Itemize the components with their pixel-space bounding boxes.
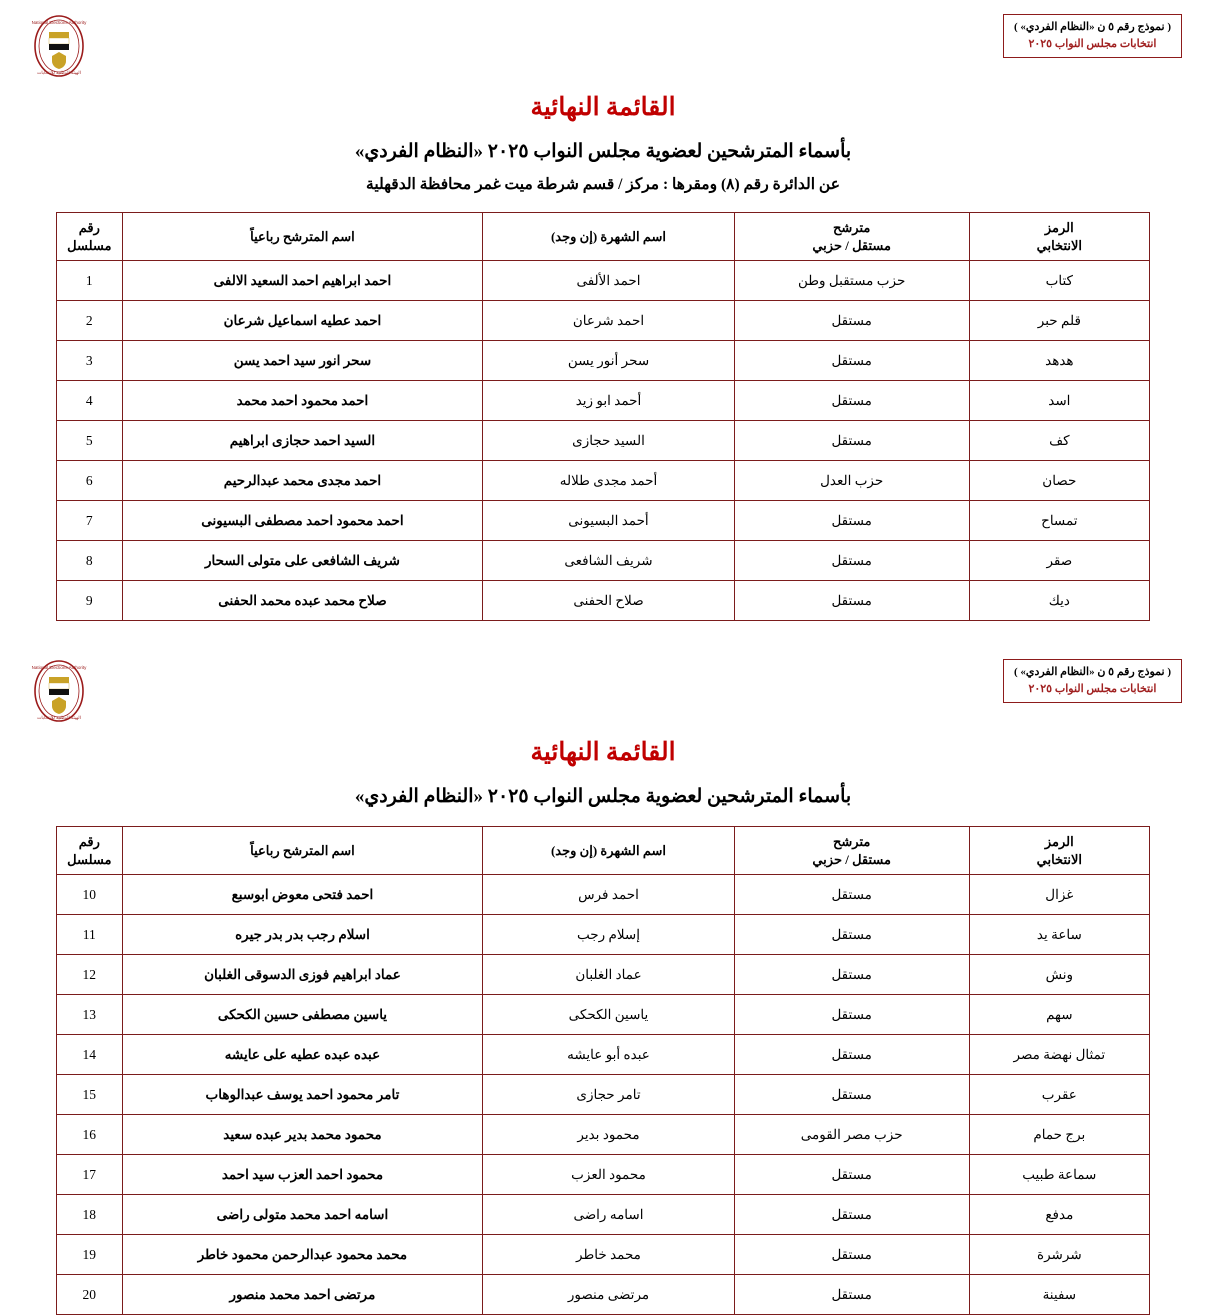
cell-name: احمد مجدى محمد عبدالرحيم: [122, 461, 483, 501]
column-header-fame: اسم الشهرة (إن وجد): [483, 213, 734, 261]
cell-name: سحر انور سيد احمد يسن: [122, 341, 483, 381]
cell-symbol: شرشرة: [969, 1235, 1149, 1275]
cell-symbol: سفينة: [969, 1275, 1149, 1315]
cell-symbol: اسد: [969, 381, 1149, 421]
cell-symbol: كتاب: [969, 261, 1149, 301]
table-row: [57, 581, 1150, 621]
cell-name: اسامه احمد محمد متولى راضى: [122, 1195, 483, 1235]
column-header-type: مترشح مستقل / حزبي: [734, 213, 969, 261]
cell-name: عماد ابراهيم فوزى الدسوقى الغلبان: [122, 955, 483, 995]
cell-name: محمد محمود عبدالرحمن محمود خاطر: [122, 1235, 483, 1275]
cell-name: شريف الشافعى على متولى السحار: [122, 541, 483, 581]
cell-type: مستقل: [734, 995, 969, 1035]
cell-type: مستقل: [734, 541, 969, 581]
page-title: القائمة النهائية: [530, 94, 676, 121]
constituency-line: عن الدائرة رقم (٨) ومقرها : مركز / قسم شرطة ميت غمر محافظة الدقهلية: [366, 176, 840, 193]
cell-symbol: هدهد: [969, 341, 1149, 381]
cell-type: مستقل: [734, 1195, 969, 1235]
cell-number: 8: [57, 541, 123, 581]
cell-name: تامر محمود احمد يوسف عبدالوهاب: [122, 1075, 483, 1115]
cell-fame: عماد الغلبان: [483, 955, 734, 995]
table-row: [57, 1195, 1150, 1235]
cell-number: 7: [57, 501, 123, 541]
cell-symbol: عقرب: [969, 1075, 1149, 1115]
cell-type: مستقل: [734, 341, 969, 381]
cell-name: السيد احمد حجازى ابراهيم: [122, 421, 483, 461]
column-header-symbol: الرمز الانتخابي: [969, 213, 1149, 261]
cell-type: حزب العدل: [734, 461, 969, 501]
form-stamp-line2: انتخابات مجلس النواب ٢٠٢٥: [1028, 682, 1157, 695]
column-header-fame: اسم الشهرة (إن وجد): [483, 827, 734, 875]
form-stamp-line2: انتخابات مجلس النواب ٢٠٢٥: [1028, 37, 1157, 50]
cell-symbol: ونش: [969, 955, 1149, 995]
candidates-table-wrapper-2: [0, 826, 1206, 1315]
cell-symbol: كف: [969, 421, 1149, 461]
svg-text:National Elections Authority: National Elections Authority: [31, 665, 87, 671]
cell-number: 16: [57, 1115, 123, 1155]
cell-number: 19: [57, 1235, 123, 1275]
cell-name: عبده عبده عطيه على عايشه: [122, 1035, 483, 1075]
cell-name: صلاح محمد عبده محمد الحفنى: [122, 581, 483, 621]
table-row: [57, 301, 1150, 341]
candidates-table-wrapper-1: [0, 212, 1206, 621]
cell-symbol: قلم حبر: [969, 301, 1149, 341]
column-header-symbol: الرمز الانتخابي: [969, 827, 1149, 875]
section-header-2: [0, 651, 1206, 723]
cell-symbol: ساعة يد: [969, 915, 1149, 955]
table-row: [57, 1035, 1150, 1075]
cell-type: مستقل: [734, 301, 969, 341]
table-row: [57, 381, 1150, 421]
table-row: [57, 1235, 1150, 1275]
table-body-2: [57, 875, 1150, 1315]
cell-fame: محمود العزب: [483, 1155, 734, 1195]
list-section-2: [0, 651, 1206, 1315]
cell-type: مستقل: [734, 1075, 969, 1115]
cell-number: 20: [57, 1275, 123, 1315]
cell-fame: السيد حجازى: [483, 421, 734, 461]
cell-symbol: غزال: [969, 875, 1149, 915]
table-row: [57, 955, 1150, 995]
table-row: [57, 421, 1150, 461]
candidates-table-1: [56, 212, 1150, 621]
column-header-name: اسم المترشح رباعياً: [122, 827, 483, 875]
cell-name: احمد محمود احمد محمد: [122, 381, 483, 421]
cell-fame: شريف الشافعى: [483, 541, 734, 581]
cell-type: مستقل: [734, 915, 969, 955]
cell-number: 18: [57, 1195, 123, 1235]
cell-type: مستقل: [734, 581, 969, 621]
table-header-row: [57, 213, 1150, 261]
table-body-1: [57, 261, 1150, 621]
cell-name: اسلام رجب بدر بدر جيره: [122, 915, 483, 955]
cell-number: 5: [57, 421, 123, 461]
national-elections-authority-logo: [22, 659, 96, 723]
cell-number: 13: [57, 995, 123, 1035]
table-row: [57, 995, 1150, 1035]
svg-text:National Elections Authority: National Elections Authority: [31, 20, 87, 25]
cell-fame: أحمد البسيونى: [483, 501, 734, 541]
cell-fame: مرتضى منصور: [483, 1275, 734, 1315]
cell-fame: احمد الألفى: [483, 261, 734, 301]
cell-symbol: حصان: [969, 461, 1149, 501]
cell-fame: احمد فرس: [483, 875, 734, 915]
cell-number: 10: [57, 875, 123, 915]
cell-number: 2: [57, 301, 123, 341]
cell-name: محمود محمد بدير عبده سعيد: [122, 1115, 483, 1155]
form-stamp-line1: ( نموذج رقم ٥ ن «النظام الفردي» ): [1013, 21, 1171, 33]
cell-number: 6: [57, 461, 123, 501]
cell-type: مستقل: [734, 381, 969, 421]
cell-symbol: مدفع: [969, 1195, 1149, 1235]
cell-fame: تامر حجازى: [483, 1075, 734, 1115]
cell-fame: محمود بدير: [483, 1115, 734, 1155]
cell-symbol: برج حمام: [969, 1115, 1149, 1155]
form-stamp: [1003, 14, 1182, 58]
table-row: [57, 541, 1150, 581]
cell-symbol: تمساح: [969, 501, 1149, 541]
cell-type: مستقل: [734, 955, 969, 995]
column-header-number: رقم مسلسل: [57, 213, 123, 261]
section-header: [0, 0, 1206, 78]
column-header-name: اسم المترشح رباعياً: [122, 213, 483, 261]
table-row: [57, 461, 1150, 501]
table-header-row: [57, 827, 1150, 875]
cell-number: 15: [57, 1075, 123, 1115]
cell-fame: احمد شرعان: [483, 301, 734, 341]
cell-fame: إسلام رجب: [483, 915, 734, 955]
cell-symbol: سهم: [969, 995, 1149, 1035]
cell-fame: أحمد ابو زيد: [483, 381, 734, 421]
cell-number: 11: [57, 915, 123, 955]
column-header-type: مترشح مستقل / حزبي: [734, 827, 969, 875]
cell-number: 17: [57, 1155, 123, 1195]
cell-type: مستقل: [734, 1035, 969, 1075]
page-title-2: القائمة النهائية: [530, 739, 676, 767]
page-subtitle-2: بأسماء المترشحين لعضوية مجلس النواب ٢٠٢٥ «النظام الفردي»: [354, 786, 852, 808]
cell-symbol: ديك: [969, 581, 1149, 621]
cell-fame: صلاح الحفنى: [483, 581, 734, 621]
cell-type: مستقل: [734, 421, 969, 461]
cell-name: مرتضى احمد محمد منصور: [122, 1275, 483, 1315]
cell-fame: عبده أبو عايشه: [483, 1035, 734, 1075]
table-row: [57, 501, 1150, 541]
list-section-1: [0, 0, 1206, 621]
cell-symbol: سماعة طبيب: [969, 1155, 1149, 1195]
cell-fame: ياسين الكحكى: [483, 995, 734, 1035]
table-row: [57, 1155, 1150, 1195]
table-row: [57, 1275, 1150, 1315]
cell-symbol: تمثال نهضة مصر: [969, 1035, 1149, 1075]
cell-name: محمود احمد العزب سيد احمد: [122, 1155, 483, 1195]
cell-fame: سحر أنور يسن: [483, 341, 734, 381]
cell-type: مستقل: [734, 1235, 969, 1275]
table-row: [57, 1075, 1150, 1115]
table-row: [57, 341, 1150, 381]
candidates-table-2: [56, 826, 1150, 1315]
cell-name: احمد عطيه اسماعيل شرعان: [122, 301, 483, 341]
cell-number: 3: [57, 341, 123, 381]
cell-number: 12: [57, 955, 123, 995]
cell-type: مستقل: [734, 1155, 969, 1195]
svg-text:الهيئة الوطنية للانتخابات: الهيئة الوطنية للانتخابات: [37, 715, 81, 721]
cell-type: مستقل: [734, 875, 969, 915]
cell-fame: اسامه راضى: [483, 1195, 734, 1235]
cell-number: 9: [57, 581, 123, 621]
svg-text:الهيئة الوطنية للانتخابات: الهيئة الوطنية للانتخابات: [37, 70, 81, 75]
table-row: [57, 875, 1150, 915]
cell-fame: محمد خاطر: [483, 1235, 734, 1275]
cell-name: احمد ابراهيم احمد السعيد الالفى: [122, 261, 483, 301]
cell-name: احمد محمود احمد مصطفى البسيونى: [122, 501, 483, 541]
form-stamp-line1: ( نموذج رقم ٥ ن «النظام الفردي» ): [1013, 666, 1171, 679]
cell-fame: أحمد مجدى طلاله: [483, 461, 734, 501]
cell-type: حزب مصر القومى: [734, 1115, 969, 1155]
form-stamp-2: [1003, 659, 1182, 703]
cell-name: احمد فتحى معوض ابوسبع: [122, 875, 483, 915]
table-row: [57, 915, 1150, 955]
national-elections-authority-logo: [22, 14, 96, 78]
cell-type: مستقل: [734, 501, 969, 541]
cell-name: ياسين مصطفى حسين الكحكى: [122, 995, 483, 1035]
page-subtitle: بأسماء المترشحين لعضوية مجلس النواب ٢٠٢٥ «النظام الفردي»: [354, 141, 852, 162]
cell-symbol: صقر: [969, 541, 1149, 581]
cell-number: 14: [57, 1035, 123, 1075]
cell-number: 1: [57, 261, 123, 301]
cell-type: مستقل: [734, 1275, 969, 1315]
cell-number: 4: [57, 381, 123, 421]
table-row: [57, 1115, 1150, 1155]
table-row: [57, 261, 1150, 301]
column-header-number: رقم مسلسل: [57, 827, 123, 875]
cell-type: حزب مستقبل وطن: [734, 261, 969, 301]
